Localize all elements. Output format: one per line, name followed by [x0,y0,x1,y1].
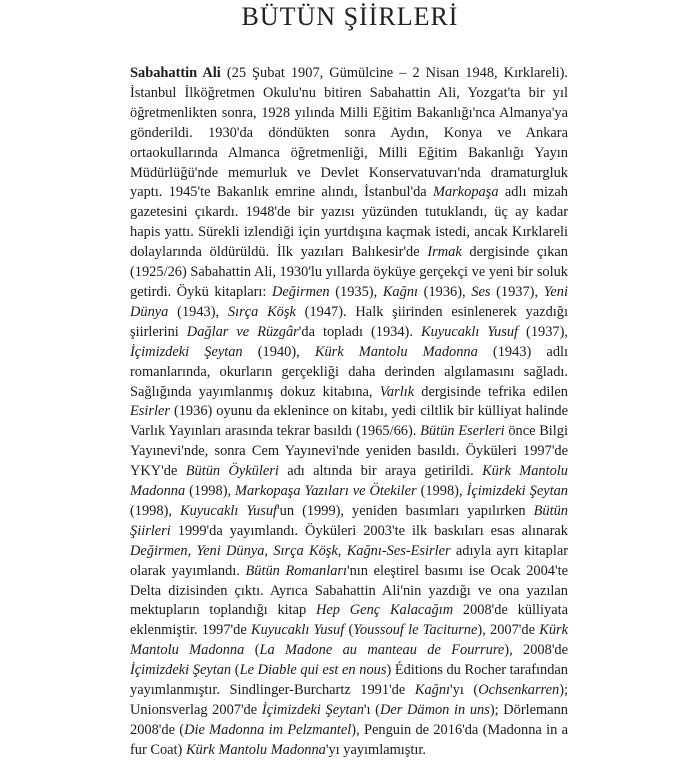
work-title: Kuyucaklı Yusuf [180,502,278,519]
bio-text: ( [344,622,354,639]
bio-text: , [264,542,274,559]
bio-text: 'da topladı (1934). [298,323,421,340]
bio-text: 'yı ( [450,682,479,699]
work-title: Die Madonna im Pelzmantel [184,721,352,738]
work-title: Dağlar ve Rüzgâr [186,323,299,340]
work-title: Varlık [379,383,415,400]
bio-text: (1998), [416,483,467,500]
bio-text: adı altında bir araya getirildi. [278,463,483,480]
work-title: Bütün Öyküleri [185,463,279,480]
bio-text: önce Bilgi Yayınevi'nde, sonra Cem Yayınevi'nde yeniden basıldı. Öyküleri 1997'de YKY'de [130,423,568,480]
page-header-title: BÜTÜN ŞİİRLERİ [241,2,459,31]
bio-text: ( [231,662,240,679]
work-title: Kuyucaklı Yusuf [250,622,345,639]
work-title: Markopaşa [433,184,499,201]
bio-text: 2008'de külliyata eklenmiştir. 1997'de [130,602,568,639]
bio-text: 'yı yayımlamıştır. [325,741,426,758]
bio-text: ) Éditions du Rocher tarafından yayımlanmıştır. Sindlinger-Burchartz 1991'de [130,662,569,699]
work-title: Değirmen [130,542,188,559]
work-title: İçimizdeki Şeytan [466,483,568,500]
bio-text: (1936), [418,283,472,300]
work-title: İçimizdeki Şeytan [261,702,364,718]
work-title: Der Dämon in uns [379,702,490,718]
work-title: Bütün Şiirleri [130,502,568,539]
work-title: Markopaşa Yazıları ve Ötekiler [235,483,417,500]
work-title: Değirmen [272,283,330,300]
work-title: İçimizdeki Şeytan [130,343,243,360]
bio-text: (1947). Halk şiirinden esinlenerek yazdığı şiirlerini [130,303,568,340]
bio-text: dergisinde tefrika edilen [414,383,568,400]
work-title: Kağnı [414,682,451,699]
bio-text: (1998), [130,502,180,519]
work-title: Kağnı-Ses-Esirler [346,542,451,559]
work-title: Kürk Mantolu Madonna [130,463,568,500]
work-title: Sırça Köşk [227,303,296,320]
author-biography-paragraph [130,64,568,761]
bio-text: adlı mizah gazetesini çıkardı. 1948'de bir yazısı yüzünden tutuklandı, üç ay kadar hapis yattı. Sürekli izlendiği için yurtdışına kaçmak istedi, ancak Kırklareli dolaylarında öldürüldü. İlk yazıları Balıkesir'de [130,184,568,261]
bio-text: (1936) oyunu da eklenince on kitabı, yedi ciltlik bir külliyat halinde Varlık Yayınları arasında tekrar basıldı (1965/66). [130,403,568,440]
bio-text: 'un (1999), yeniden basımları yapılırken [277,502,534,519]
bio-text: dergisinde çıkan (1925/26) Sabahattin Ali, 1930'lu yıllarda öyküye gerçekçi ve yeni bir soluk getirdi. Öykü kitapları: [130,244,569,300]
bio-text: (1998), [185,483,236,500]
bio-text: ), 2007'de [477,622,540,639]
bio-text: 'ı ( [363,702,380,718]
work-title: La Madone au manteau de Fourrure [259,642,505,659]
bio-text: (25 Şubat 1907, Gümülcine – 2 Nisan 1948, Kırklareli). İstanbul İlköğretmen Okulu'nu bitiren Sabahattin Ali, Yozgat'ta bir yıl öğretmenlikten sonra, 1928 yılında Milli Eğitim Bakanlığı'nca Almanya'ya gönderildi. 1930'da döndükten sonra Aydın, Konya ve Ankara ortaokullarında Almanca öğretmenliği, Milli Eğitim Bakanlığı Yayın Müdürlüğü'nde memurluk ve Devlet Konservatuvarı'nda dramaturgluk yaptı. 1945'te Bakanlık emrine alındı, İstanbul'da [130,65,569,201]
work-title: Kürk Mantolu Madonna [185,741,326,758]
bio-text: ); Dörlemann 2008'de ( [130,702,568,738]
work-title: Irmak [427,244,462,261]
bio-text: adıyla ayrı kitaplar olarak yayımlandı. [130,542,569,579]
bio-text: ( [244,642,260,659]
bio-text: 'nın eleştirel basımı ise Ocak 2004'te Delta dizisinden çıktı. Ayrıca Sabahattin Ali'nin yazdığı ve ona yazılan mektupların toplandığı kitap [130,562,568,619]
work-title: Kürk Mantolu Madonna [314,343,478,360]
bio-text: 1999'da yayımlandı. Öyküleri 2003'te ilk baskıları esas alınarak [170,522,568,539]
bio-text: ), Penguin de 2016'da (Madonna in a fur Coat) [130,721,568,758]
bio-text: (1937), [518,323,569,340]
work-title: Bütün Eserleri [420,423,505,440]
author-name: Sabahattin Ali [130,65,221,81]
work-title: Bütün Romanları [245,562,348,579]
bio-text: (1937), [490,283,544,300]
bio-text: , [187,542,197,559]
work-title: Hep Genç Kalacağım [316,602,454,619]
bio-text: ), 2008'de [504,642,569,659]
work-title: Kağnı [382,283,419,300]
bio-text: (1943), [168,303,228,320]
work-title: Kuyucaklı Yusuf [420,323,519,340]
work-title: Ochsenkarren [478,682,560,699]
work-title: Le Diable qui est en nous [239,662,387,679]
bio-text: (1935), [329,283,383,300]
work-title: Youssouf le Taciturne [353,622,478,639]
work-title: Yeni Dünya [196,542,265,559]
work-title: Ses [471,283,491,300]
bio-text: (1943) adlı romanlarında, okurların gerçekliği daha derinden algılamasını sağladı. Sağlığında yayımlanmış dokuz kitabına, [130,343,569,400]
work-title: Yeni Dünya [130,283,568,320]
work-title: Sırça Köşk [273,542,338,559]
work-title: Esirler [130,403,170,420]
bio-text: , [337,542,347,559]
work-title: İçimizdeki Şeytan [130,662,232,679]
work-title: Kürk Mantolu Madonna [130,622,569,659]
bio-text: (1940), [242,343,315,360]
bio-text: ); Unionsverlag 2007'de [130,682,568,718]
